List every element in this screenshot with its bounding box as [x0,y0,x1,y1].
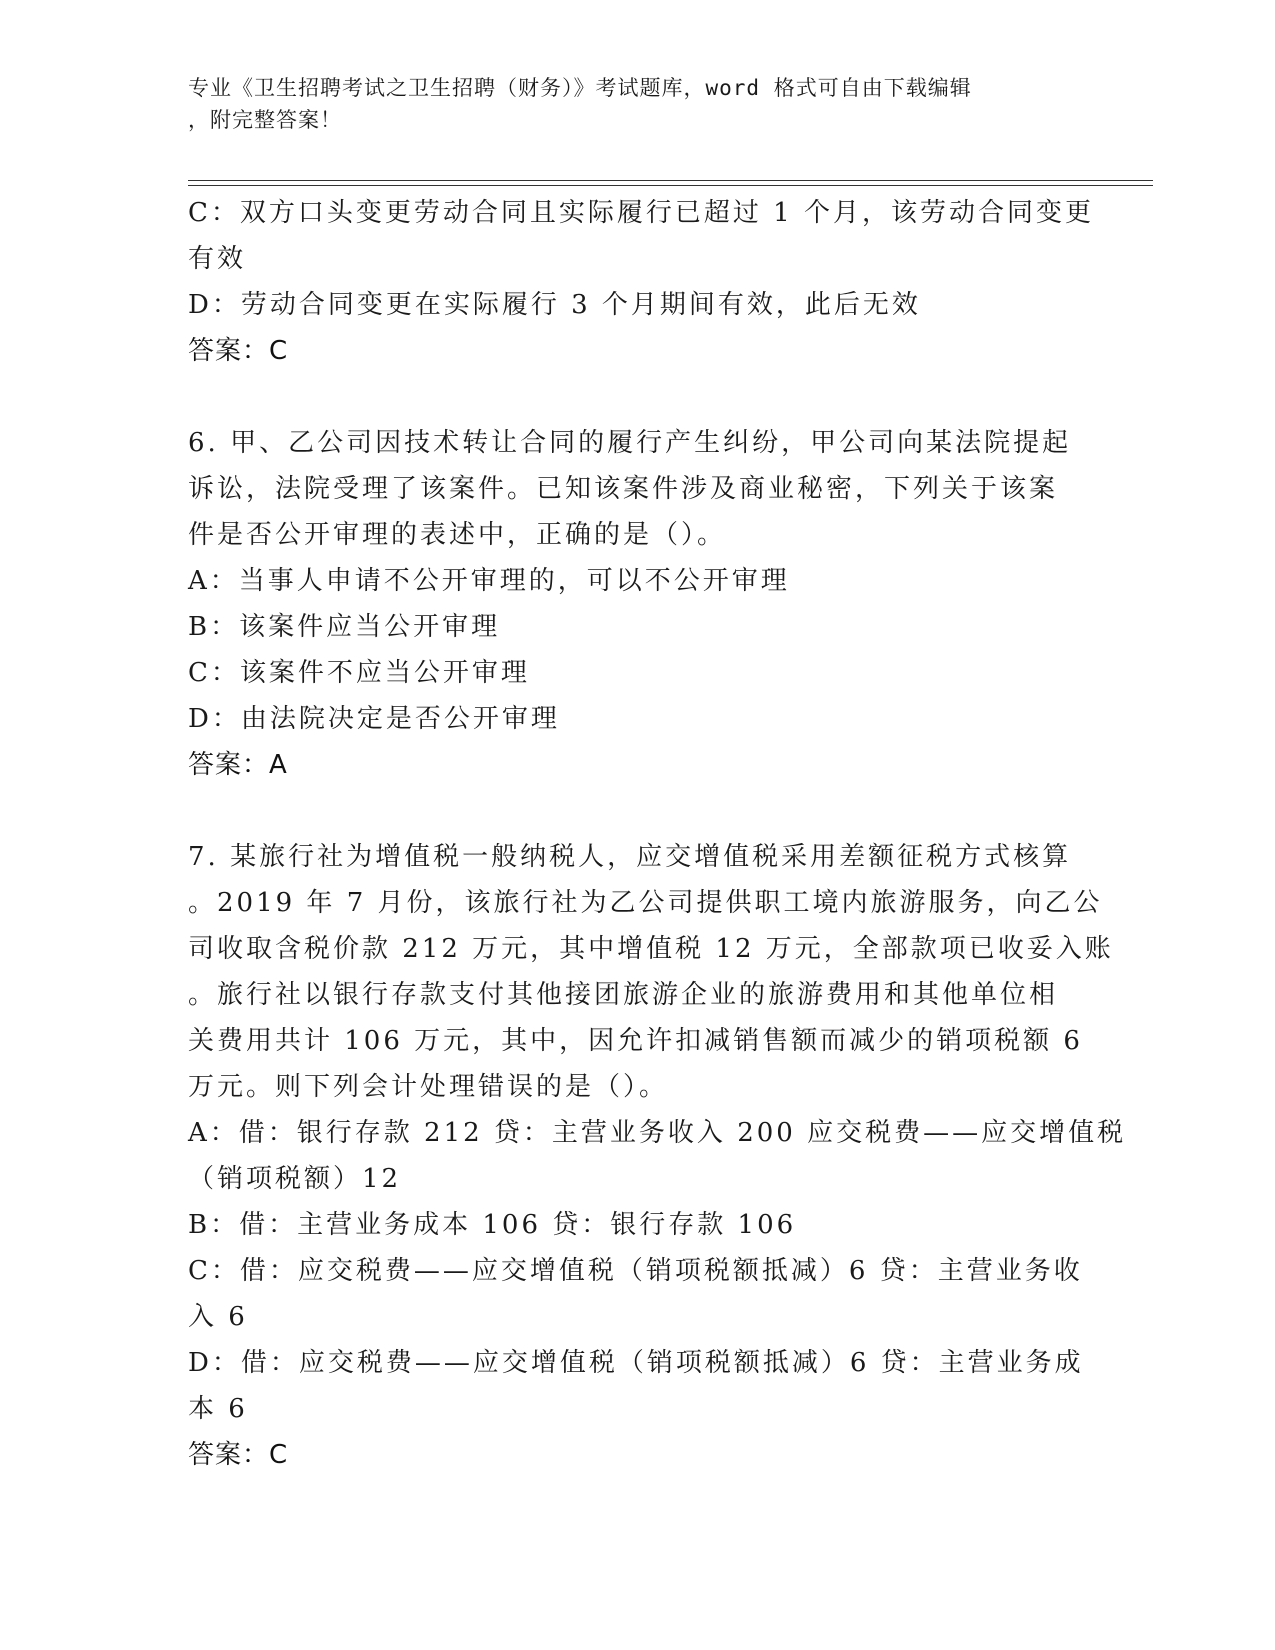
question-stem-line-1: 7. 某旅行社为增值税一般纳税人，应交增值税采用差额征税方式核算 [188,842,1072,872]
spacer [188,374,1088,420]
question-stem-line-3: 司收取含税价款 212 万元，其中增值税 12 万元，全部款项已收妥入账 [188,934,1114,964]
answer: 答案：C [188,336,289,366]
option-d-line-1: D：借：应交税费——应交增值税（销项税额抵减）6 贷：主营业务成 [188,1348,1084,1378]
header-line-2: ，附完整答案！ [188,108,342,132]
option-a-line-2: （销项税额）12 [188,1164,402,1194]
question-stem-line-5: 关费用共计 106 万元，其中，因允许扣减销售额而减少的销项税额 6 [188,1026,1083,1056]
question-stem-line-6: 万元。则下列会计处理错误的是（）。 [188,1072,669,1102]
question-stem-line-1: 6. 甲、乙公司因技术转让合同的履行产生纠纷，甲公司向某法院提起 [188,428,1072,458]
answer: 答案：A [188,750,288,780]
option-a-line-1: A：借：银行存款 212 贷：主营业务收入 200 应交税费——应交增值税 [188,1118,1127,1148]
option-b: B：该案件应当公开审理 [188,612,501,642]
question-6 [188,420,1088,788]
document-body [188,190,1127,1478]
option-d: D：由法院决定是否公开审理 [188,704,560,734]
option-c: C：该案件不应当公开审理 [188,658,530,688]
option-c-line-2: 有效 [188,244,247,274]
question-stem-line-3: 件是否公开审理的表述中，正确的是（）。 [188,520,727,550]
option-d: D：劳动合同变更在实际履行 3 个月期间有效，此后无效 [188,290,921,320]
question-7 [188,834,1127,1478]
question-stem-line-4: 。旅行社以银行存款支付其他接团旅游企业的旅游费用和其他单位相 [188,980,1059,1010]
header-divider-top [188,180,1153,181]
question-stem-line-2: 诉讼，法院受理了该案件。已知该案件涉及商业秘密，下列关于该案 [188,474,1059,504]
option-a: A：当事人申请不公开审理的，可以不公开审理 [188,566,790,596]
header-divider-bottom [188,185,1153,186]
option-b: B：借：主营业务成本 106 贷：银行存款 106 [188,1210,797,1240]
header-line-1: 专业《卫生招聘考试之卫生招聘（财务）》考试题库，word 格式可自由下载编辑 [188,76,972,100]
option-c-line-1: C：双方口头变更劳动合同且实际履行已超过 1 个月，该劳动合同变更 [188,198,1094,228]
spacer [188,788,1088,834]
option-d-line-2: 本 6 [188,1394,248,1424]
question-5-tail [188,190,1094,374]
option-c-line-2: 入 6 [188,1302,248,1332]
answer: 答案：C [188,1440,289,1470]
option-c-line-1: C：借：应交税费——应交增值税（销项税额抵减）6 贷：主营业务收 [188,1256,1083,1286]
page-header [188,72,1088,136]
question-stem-line-2: 。2019 年 7 月份，该旅行社为乙公司提供职工境内旅游服务，向乙公 [188,888,1103,918]
